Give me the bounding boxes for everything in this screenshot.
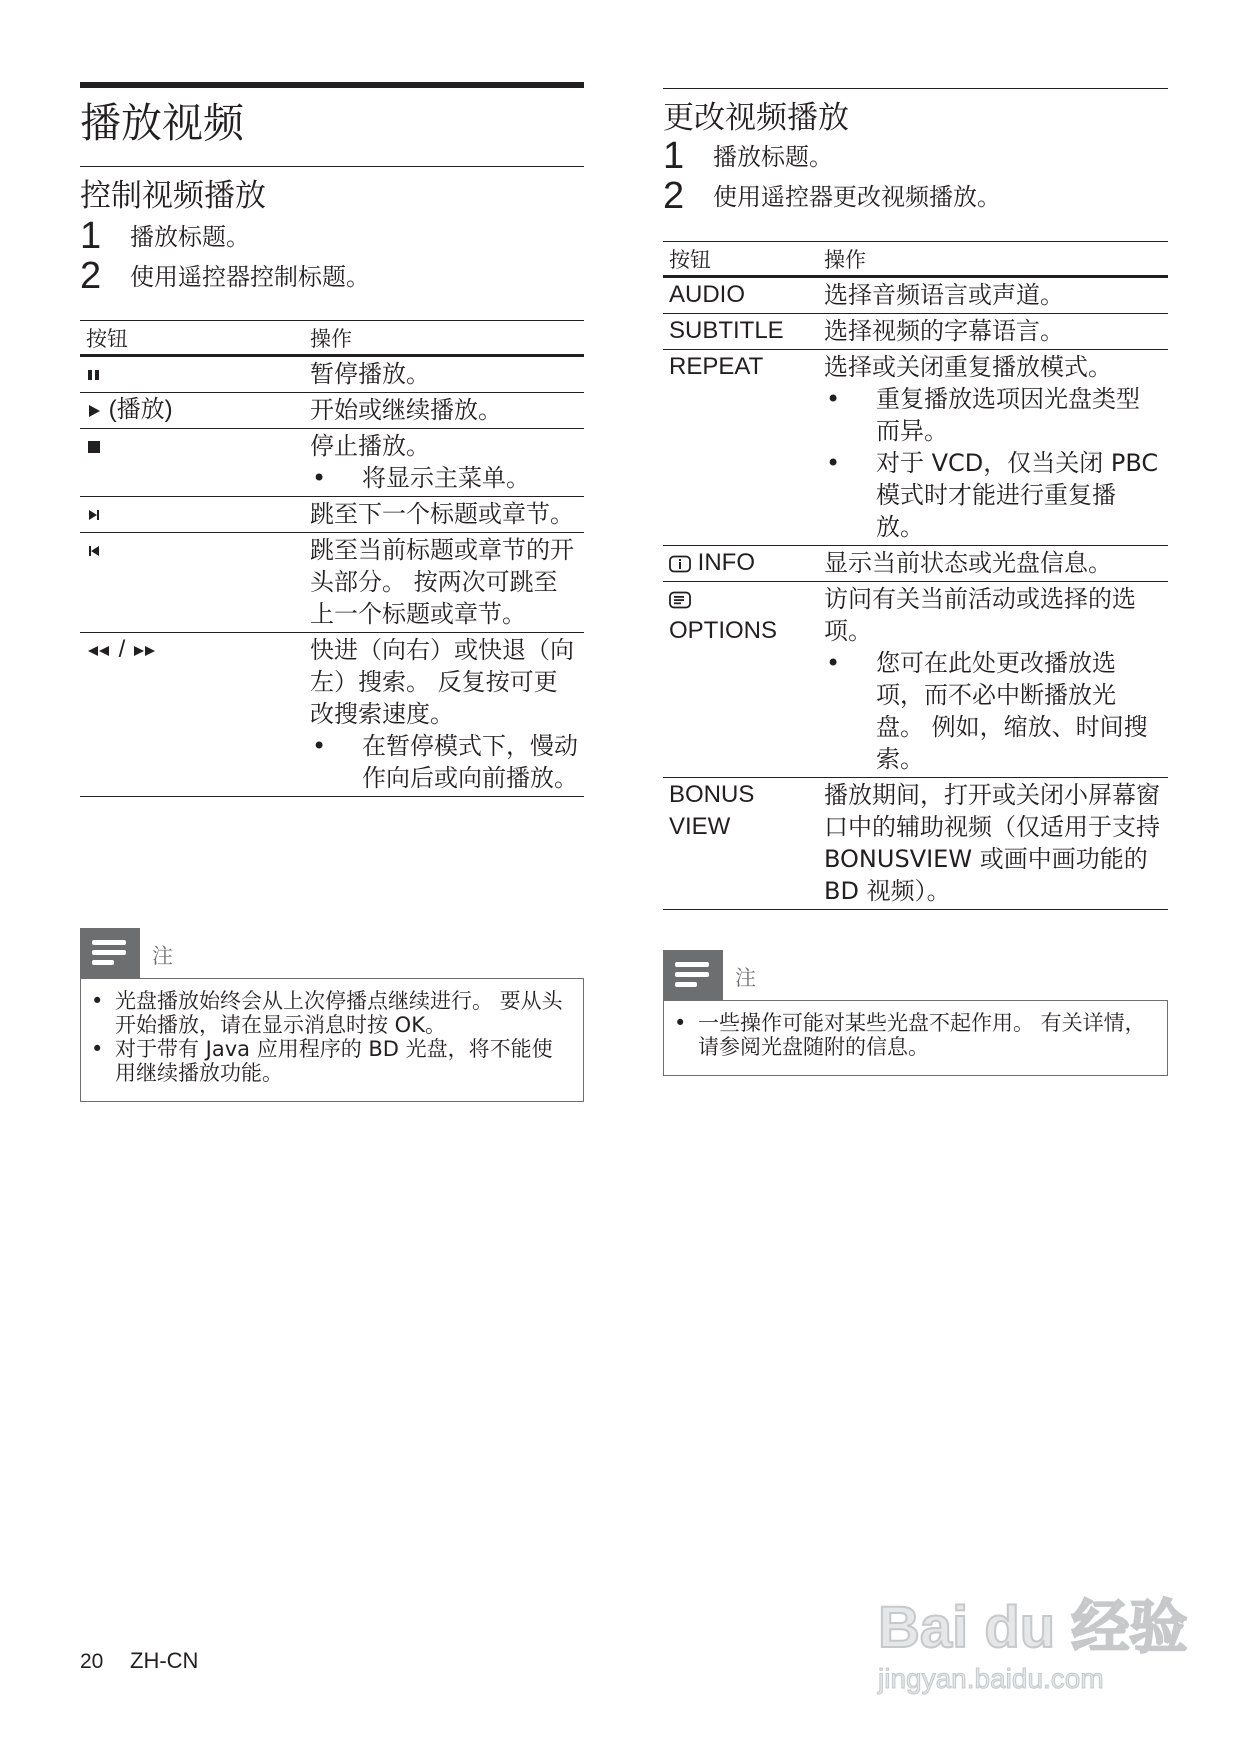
action-text: 跳至下一个标题或章节。	[310, 500, 574, 528]
step-number: 1	[80, 215, 102, 257]
note-title: 注	[152, 944, 173, 968]
action-cell	[818, 314, 1168, 350]
step-item	[663, 135, 1168, 180]
action-cell	[304, 356, 584, 393]
table-row	[80, 356, 584, 393]
previous-icon	[86, 536, 102, 563]
button-cell	[80, 429, 304, 497]
fast-forward-icon	[132, 636, 158, 663]
action-text: 跳至当前标题或章节的开头部分。 按两次可跳至上一个标题或章节。	[310, 536, 574, 628]
table-row	[663, 350, 1168, 546]
bullet-item: • 您可在此处更改播放选项，而不必中断播放光盘。 例如，缩放、时间搜索。	[824, 647, 1162, 775]
table-row	[80, 393, 584, 429]
table-row	[663, 546, 1168, 582]
button-cell	[80, 497, 304, 533]
action-text: 显示当前状态或光盘信息。	[824, 549, 1112, 577]
section-rule	[663, 88, 1168, 89]
section-title-change: 更改视频播放	[663, 100, 849, 136]
action-text: 播放期间，打开或关闭小屏幕窗口中的辅助视频（仅适用于支持 BONUSVIEW 或画中画功能的 BD 视频）。	[824, 781, 1160, 905]
step-item	[663, 175, 1168, 220]
next-icon	[86, 500, 102, 527]
table-header-row	[80, 321, 584, 356]
column-header-button: 按钮	[663, 242, 818, 277]
action-cell	[818, 546, 1168, 582]
action-cell	[304, 429, 584, 497]
language-code: ZH-CN	[130, 1648, 199, 1673]
button-cell	[663, 582, 818, 778]
button-cell	[663, 277, 818, 314]
section-title-control: 控制视频播放	[80, 178, 266, 214]
action-text: 选择音频语言或声道。	[824, 281, 1064, 309]
step-item	[80, 255, 584, 300]
table-header-row	[663, 242, 1168, 277]
table-row	[80, 533, 584, 633]
note-item: • 对于带有 Java 应用程序的 BD 光盘，将不能使用继续播放功能。	[81, 1037, 583, 1085]
step-text: 播放标题。	[130, 223, 250, 251]
button-label: (播放)	[108, 396, 173, 423]
play-icon	[86, 396, 102, 423]
rewind-icon	[86, 636, 112, 663]
watermark-url: jingyan.baidu.com	[878, 1663, 1104, 1694]
column-header-button: 按钮	[80, 321, 304, 356]
note-body	[80, 978, 584, 1102]
button-cell	[80, 356, 304, 393]
step-item	[80, 215, 584, 260]
column-header-action: 操作	[304, 321, 584, 356]
button-cell	[663, 350, 818, 546]
step-text: 使用遥控器更改视频播放。	[713, 183, 1001, 211]
button-cell	[80, 633, 304, 797]
table-row	[80, 429, 584, 497]
options-icon	[669, 585, 691, 612]
action-cell	[818, 778, 1168, 910]
action-cell	[818, 277, 1168, 314]
action-cell	[304, 633, 584, 797]
button-label: /	[118, 636, 126, 663]
action-cell	[304, 393, 584, 429]
bullet-item: • 在暂停模式下，慢动作向后或向前播放。	[312, 732, 578, 792]
note-text: 一些操作可能对某些光盘不起作用。 有关详情，请参阅光盘随附的信息。	[698, 1011, 1146, 1059]
step-number: 2	[663, 175, 685, 217]
page-number: 20	[80, 1650, 104, 1673]
pause-icon	[86, 360, 102, 387]
step-text: 播放标题。	[713, 143, 833, 171]
action-text: 暂停播放。	[310, 360, 430, 388]
bullet-text: 重复播放选项因光盘类型而异。	[876, 385, 1140, 445]
column-header-action: 操作	[818, 242, 1168, 277]
table-row	[663, 314, 1168, 350]
button-cell	[663, 314, 818, 350]
step-number: 2	[80, 255, 102, 297]
action-cell	[304, 533, 584, 633]
table-row	[663, 778, 1168, 910]
action-text: 选择视频的字幕语言。	[824, 317, 1064, 345]
page-title: 播放视频	[80, 99, 244, 147]
step-number: 1	[663, 135, 685, 177]
change-table	[663, 241, 1168, 910]
bullet-text: 您可在此处更改播放选项，而不必中断播放光盘。 例如，缩放、时间搜索。	[876, 649, 1148, 773]
note-title: 注	[735, 966, 756, 990]
bullet-item: • 重复播放选项因光盘类型而异。	[824, 383, 1162, 447]
action-cell	[818, 582, 1168, 778]
control-table	[80, 320, 584, 797]
note-item: • 光盘播放始终会从上次停播点继续进行。 要从头开始播放，请在显示消息时按 OK。	[81, 989, 583, 1037]
button-label: OPTIONS	[669, 617, 778, 644]
action-cell	[304, 497, 584, 533]
action-text: 访问有关当前活动或选择的选项。	[824, 585, 1136, 645]
title-rule	[80, 82, 584, 88]
action-text: 停止播放。	[310, 432, 430, 460]
note-text: 光盘播放始终会从上次停播点继续进行。 要从头开始播放，请在显示消息时按 OK。	[115, 989, 563, 1037]
note-text: 对于带有 Java 应用程序的 BD 光盘，将不能使用继续播放功能。	[115, 1037, 553, 1085]
button-label: INFO	[697, 549, 755, 576]
table-row	[663, 582, 1168, 778]
button-cell	[80, 393, 304, 429]
bullet-text: 在暂停模式下，慢动作向后或向前播放。	[362, 732, 578, 792]
table-row	[80, 497, 584, 533]
table-row	[663, 277, 1168, 314]
button-cell	[663, 778, 818, 910]
table-row	[80, 633, 584, 797]
note-icon	[80, 928, 140, 978]
note-body	[663, 1000, 1168, 1076]
stop-icon	[86, 432, 102, 459]
action-text: 快进（向右）或快退（向左）搜索。 反复按可更改搜索速度。	[310, 636, 574, 728]
watermark-brand: Bai du 经验	[878, 1595, 1188, 1660]
bullet-text: 将显示主菜单。	[362, 464, 530, 492]
button-label: REPEAT	[669, 353, 764, 380]
steps-change	[663, 135, 1168, 220]
note-item: • 一些操作可能对某些光盘不起作用。 有关详情，请参阅光盘随附的信息。	[664, 1011, 1167, 1059]
action-text: 开始或继续播放。	[310, 396, 502, 424]
bullet-text: 对于 VCD，仅当关闭 PBC 模式时才能进行重复播放。	[876, 449, 1159, 541]
section-rule	[80, 166, 584, 167]
baidu-watermark	[870, 1555, 1190, 1700]
button-label: BONUS VIEW	[669, 781, 755, 840]
button-label: SUBTITLE	[669, 317, 784, 344]
button-label: AUDIO	[669, 281, 746, 308]
step-text: 使用遥控器控制标题。	[130, 263, 370, 291]
note-icon	[663, 950, 723, 1000]
button-cell	[663, 546, 818, 582]
info-icon	[669, 549, 691, 576]
bullet-item: • 将显示主菜单。	[310, 462, 578, 494]
action-cell	[818, 350, 1168, 546]
bullet-item: • 对于 VCD，仅当关闭 PBC 模式时才能进行重复播放。	[824, 447, 1162, 543]
button-cell	[80, 533, 304, 633]
steps-control	[80, 215, 584, 300]
action-text: 选择或关闭重复播放模式。	[824, 353, 1112, 381]
